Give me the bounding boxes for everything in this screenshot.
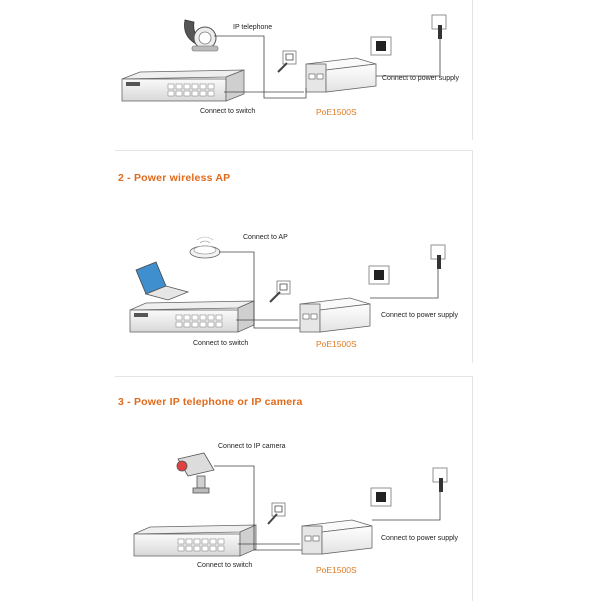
laptop-icon (136, 262, 188, 300)
power-outlet-icon (371, 468, 447, 506)
section-1-switch-label: Connect to switch (200, 108, 256, 115)
power-outlet-icon (371, 15, 446, 55)
power-outlet-icon (369, 245, 445, 284)
access-point-icon (190, 237, 220, 258)
section-3-power-label: Connect to power supply (381, 535, 459, 542)
network-switch-icon (122, 70, 244, 101)
ethernet-jack-icon (278, 51, 296, 72)
section-3-injector-label: PoE1500S (316, 565, 357, 575)
section-3-device-label: Connect to IP camera (218, 443, 286, 450)
section-2-switch-label: Connect to switch (193, 340, 249, 347)
ip-camera-icon (177, 453, 214, 493)
section-2-title: 2 - Power wireless AP (118, 172, 231, 184)
poe-injector-icon (302, 520, 372, 554)
network-switch-icon (130, 301, 254, 332)
section-3-switch-label: Connect to switch (197, 562, 253, 569)
section-2-power-label: Connect to power supply (381, 312, 459, 319)
section-3-title: 3 - Power IP telephone or IP camera (118, 396, 303, 408)
section-2-device-label: Connect to AP (243, 234, 288, 241)
network-switch-icon (134, 525, 256, 556)
section-1-injector-label: PoE1500S (316, 107, 357, 117)
ip-telephone-icon (184, 20, 218, 51)
section-1-power-label: Connect to power supply (382, 75, 460, 82)
section-2-injector-label: PoE1500S (316, 339, 357, 349)
section-1-device-label: IP telephone (233, 24, 273, 31)
ethernet-jack-icon (268, 503, 285, 524)
ethernet-jack-icon (270, 281, 290, 302)
poe-injector-icon (300, 298, 370, 332)
poe-injector-icon (306, 58, 376, 92)
